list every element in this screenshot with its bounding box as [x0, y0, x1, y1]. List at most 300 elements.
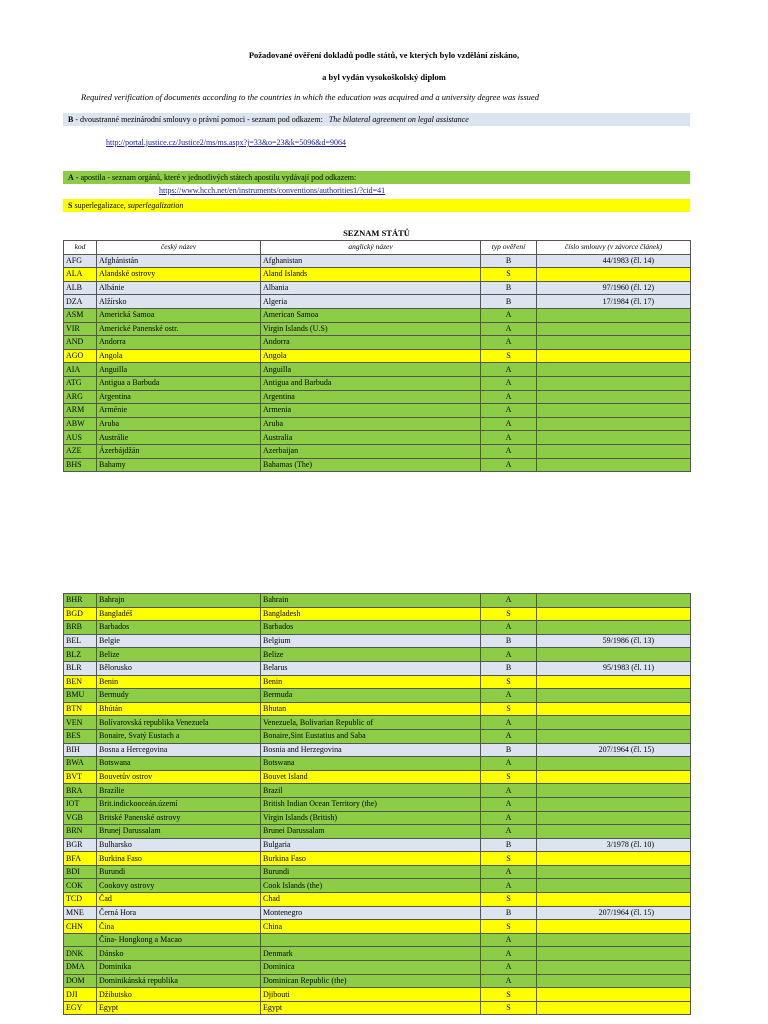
- table-row: [64, 716, 691, 730]
- cell-kod: BDI: [64, 865, 97, 879]
- cell-anglicky: Egypt: [261, 1001, 481, 1015]
- cell-cislo: [537, 675, 691, 689]
- cell-cislo: [537, 349, 691, 363]
- cell-cesky: Bosna a Hercegovina: [97, 743, 261, 757]
- table-row: [64, 390, 691, 404]
- cell-typ: B: [481, 634, 537, 648]
- table-row: [64, 784, 691, 798]
- cell-cesky: Bouvetův ostrov: [97, 770, 261, 784]
- cell-cesky: Dánsko: [97, 947, 261, 961]
- cell-cislo: 3/1978 (čl. 10): [537, 838, 691, 852]
- cell-anglicky: Albania: [261, 281, 481, 295]
- cell-typ: A: [481, 594, 537, 608]
- cell-cesky: Bahrajn: [97, 594, 261, 608]
- cell-typ: S: [481, 675, 537, 689]
- cell-typ: A: [481, 621, 537, 635]
- cell-anglicky: Montenegro: [261, 906, 481, 920]
- cell-cesky: Botswana: [97, 757, 261, 771]
- cell-cislo: [537, 729, 691, 743]
- cell-cislo: [537, 797, 691, 811]
- cell-anglicky: Angola: [261, 349, 481, 363]
- table-row: [64, 594, 691, 608]
- cell-anglicky: Armenia: [261, 404, 481, 418]
- table-row: [64, 634, 691, 648]
- cell-anglicky: Dominica: [261, 961, 481, 975]
- cell-cesky: Burundi: [97, 865, 261, 879]
- table-row: [64, 417, 691, 431]
- cell-cesky: Bermudy: [97, 689, 261, 703]
- cell-cislo: [537, 974, 691, 988]
- cell-typ: A: [481, 404, 537, 418]
- cell-kod: CHN: [64, 920, 97, 934]
- countries-table-bottom: [63, 593, 691, 1015]
- cell-kod: ASM: [64, 308, 97, 322]
- cell-typ: A: [481, 947, 537, 961]
- cell-kod: BES: [64, 729, 97, 743]
- table-row: [64, 675, 691, 689]
- legend-a-text: - apostila - seznam orgánů, které v jednotlivých státech apostilu vydávají pod odkazem:: [73, 173, 357, 182]
- cell-anglicky: Afghanistan: [261, 254, 481, 268]
- cell-kod: AZE: [64, 444, 97, 458]
- cell-cesky: Čad: [97, 893, 261, 907]
- legend-a-letter: A: [68, 173, 74, 182]
- countries-table-top: [63, 240, 691, 472]
- cell-kod: AGO: [64, 349, 97, 363]
- cell-anglicky: Bermuda: [261, 689, 481, 703]
- cell-anglicky: Algeria: [261, 295, 481, 309]
- doc-title-english: Required verification of documents according to the countries in which the education was acquired and a university degree was issued: [81, 92, 539, 102]
- cell-cesky: Brit.indickooceán.území: [97, 797, 261, 811]
- cell-kod: BEL: [64, 634, 97, 648]
- cell-cesky: Bahamy: [97, 458, 261, 472]
- table-row: [64, 404, 691, 418]
- cell-anglicky: Azerbaijan: [261, 444, 481, 458]
- cell-cesky: Cookovy ostrovy: [97, 879, 261, 893]
- legend-a: [63, 171, 690, 184]
- table-row: [64, 702, 691, 716]
- cell-typ: S: [481, 988, 537, 1002]
- cell-anglicky: Belgium: [261, 634, 481, 648]
- cell-kod: AUS: [64, 431, 97, 445]
- cell-cislo: 17/1984 (čl. 17): [537, 295, 691, 309]
- cell-cesky: Bolívarovská republika Venezuela: [97, 716, 261, 730]
- table-row: [64, 322, 691, 336]
- cell-anglicky: Argentina: [261, 390, 481, 404]
- cell-cislo: [537, 811, 691, 825]
- cell-kod: BRN: [64, 825, 97, 839]
- table-row: [64, 1001, 691, 1015]
- cell-cesky: Belgie: [97, 634, 261, 648]
- table-row: [64, 268, 691, 282]
- cell-anglicky: Burkina Faso: [261, 852, 481, 866]
- cell-cesky: Alandské ostrovy: [97, 268, 261, 282]
- cell-typ: A: [481, 336, 537, 350]
- table-header-row: [64, 241, 691, 255]
- cell-typ: B: [481, 906, 537, 920]
- cell-kod: ATG: [64, 376, 97, 390]
- legend-b-english: The bilateral agreement on legal assistance: [328, 115, 469, 124]
- cell-anglicky: Bulgaria: [261, 838, 481, 852]
- cell-kod: [64, 933, 97, 947]
- cell-typ: S: [481, 268, 537, 282]
- legend-s: [63, 199, 690, 212]
- cell-kod: AIA: [64, 363, 97, 377]
- table-row: [64, 879, 691, 893]
- cell-cislo: [537, 648, 691, 662]
- col-header-cesky: český název: [97, 241, 261, 255]
- table-row: [64, 363, 691, 377]
- cell-cislo: [537, 1001, 691, 1015]
- table-row: [64, 607, 691, 621]
- cell-typ: A: [481, 811, 537, 825]
- cell-anglicky: Anguilla: [261, 363, 481, 377]
- cell-kod: BFA: [64, 852, 97, 866]
- cell-typ: S: [481, 920, 537, 934]
- cell-typ: A: [481, 431, 537, 445]
- cell-anglicky: Belarus: [261, 661, 481, 675]
- cell-anglicky: Aland Islands: [261, 268, 481, 282]
- cell-typ: A: [481, 689, 537, 703]
- cell-cesky: Antigua a Barbuda: [97, 376, 261, 390]
- cell-kod: ALB: [64, 281, 97, 295]
- table-row: [64, 757, 691, 771]
- cell-kod: MNE: [64, 906, 97, 920]
- cell-anglicky: Cook Islands (the): [261, 879, 481, 893]
- cell-cislo: [537, 404, 691, 418]
- cell-kod: BLZ: [64, 648, 97, 662]
- cell-anglicky: Botswana: [261, 757, 481, 771]
- cell-anglicky: Burundi: [261, 865, 481, 879]
- cell-anglicky: British Indian Ocean Territory (the): [261, 797, 481, 811]
- cell-cislo: [537, 757, 691, 771]
- col-header-typ: typ ověření: [481, 241, 537, 255]
- cell-anglicky: China: [261, 920, 481, 934]
- cell-cislo: [537, 444, 691, 458]
- cell-kod: BIH: [64, 743, 97, 757]
- cell-cesky: Ázerbájdžán: [97, 444, 261, 458]
- cell-cesky: Bangladéš: [97, 607, 261, 621]
- cell-anglicky: Brunei Darussalam: [261, 825, 481, 839]
- cell-cesky: Černá Hora: [97, 906, 261, 920]
- cell-anglicky: Bahamas (The): [261, 458, 481, 472]
- cell-kod: DOM: [64, 974, 97, 988]
- cell-cesky: Benin: [97, 675, 261, 689]
- table-row: [64, 906, 691, 920]
- cell-cislo: 95/1983 (čl. 11): [537, 661, 691, 675]
- cell-typ: A: [481, 417, 537, 431]
- cell-typ: A: [481, 879, 537, 893]
- table-row: [64, 974, 691, 988]
- cell-cislo: [537, 594, 691, 608]
- cell-typ: A: [481, 390, 537, 404]
- cell-cislo: [537, 322, 691, 336]
- table-row: [64, 933, 691, 947]
- cell-cislo: [537, 390, 691, 404]
- table-row: [64, 865, 691, 879]
- legend-b-text: - dvoustranné mezinárodní smlouvy o právní pomoci - seznam pod odkazem:: [73, 115, 323, 124]
- cell-cesky: Čína: [97, 920, 261, 934]
- table-row: [64, 661, 691, 675]
- legend-s-english: superlegalization: [127, 201, 184, 210]
- cell-anglicky: Australia: [261, 431, 481, 445]
- legend-b-link[interactable]: http://portal.justice.cz/Justice2/ms/ms.aspx?j=33&o=23&k=5096&d=9064: [106, 138, 347, 147]
- cell-kod: BHS: [64, 458, 97, 472]
- cell-cislo: 97/1960 (čl. 12): [537, 281, 691, 295]
- cell-typ: S: [481, 1001, 537, 1015]
- cell-kod: ARG: [64, 390, 97, 404]
- cell-kod: EGY: [64, 1001, 97, 1015]
- cell-anglicky: Chad: [261, 893, 481, 907]
- cell-cesky: Belize: [97, 648, 261, 662]
- legend-s-letter: S: [68, 201, 73, 210]
- table-row: [64, 689, 691, 703]
- table-row: [64, 947, 691, 961]
- cell-cislo: [537, 621, 691, 635]
- cell-kod: BRB: [64, 621, 97, 635]
- cell-cesky: Barbados: [97, 621, 261, 635]
- cell-cesky: Arménie: [97, 404, 261, 418]
- cell-typ: B: [481, 254, 537, 268]
- cell-kod: ABW: [64, 417, 97, 431]
- cell-cesky: Burkina Faso: [97, 852, 261, 866]
- cell-cesky: Aruba: [97, 417, 261, 431]
- cell-typ: A: [481, 784, 537, 798]
- cell-typ: B: [481, 661, 537, 675]
- cell-cesky: Bělorusko: [97, 661, 261, 675]
- legend-s-text: superlegalizace,: [72, 201, 128, 210]
- legend-a-link[interactable]: https://www.hcch.net/en/instruments/conventions/authorities1/?cid=41: [159, 186, 386, 195]
- cell-kod: ARM: [64, 404, 97, 418]
- cell-kod: BRA: [64, 784, 97, 798]
- doc-title-line2: a byl vydán vysokoškolský diplom: [322, 72, 446, 82]
- table-row: [64, 920, 691, 934]
- cell-kod: BMU: [64, 689, 97, 703]
- table-row: [64, 988, 691, 1002]
- cell-typ: A: [481, 933, 537, 947]
- cell-kod: VGB: [64, 811, 97, 825]
- cell-cesky: Alžírsko: [97, 295, 261, 309]
- cell-cesky: Americká Samoa: [97, 308, 261, 322]
- cell-cesky: Argentina: [97, 390, 261, 404]
- cell-anglicky: Bahrain: [261, 594, 481, 608]
- cell-cislo: [537, 852, 691, 866]
- cell-typ: A: [481, 961, 537, 975]
- cell-cesky: Americké Panenské ostr.: [97, 322, 261, 336]
- cell-typ: A: [481, 797, 537, 811]
- cell-kod: AND: [64, 336, 97, 350]
- cell-cesky: Britské Panenské ostrovy: [97, 811, 261, 825]
- cell-typ: S: [481, 770, 537, 784]
- cell-kod: AFG: [64, 254, 97, 268]
- cell-kod: VEN: [64, 716, 97, 730]
- cell-cislo: [537, 961, 691, 975]
- cell-cislo: [537, 363, 691, 377]
- table-row: [64, 308, 691, 322]
- cell-anglicky: Venezuela, Bolivarian Republic of: [261, 716, 481, 730]
- cell-kod: VIR: [64, 322, 97, 336]
- legend-b-letter: B: [68, 115, 74, 124]
- cell-cesky: Brazílie: [97, 784, 261, 798]
- cell-typ: A: [481, 376, 537, 390]
- cell-cislo: 44/1983 (čl. 14): [537, 254, 691, 268]
- cell-cislo: [537, 893, 691, 907]
- cell-typ: B: [481, 838, 537, 852]
- cell-typ: S: [481, 349, 537, 363]
- cell-cislo: 207/1964 (čl. 15): [537, 906, 691, 920]
- col-header-anglicky: anglický název: [261, 241, 481, 255]
- table-row: [64, 458, 691, 472]
- cell-cesky: Albánie: [97, 281, 261, 295]
- table-row: [64, 444, 691, 458]
- cell-typ: B: [481, 295, 537, 309]
- cell-kod: BTN: [64, 702, 97, 716]
- cell-anglicky: Andorra: [261, 336, 481, 350]
- cell-anglicky: Virgin Islands (U.S): [261, 322, 481, 336]
- table-row: [64, 811, 691, 825]
- cell-kod: COK: [64, 879, 97, 893]
- cell-anglicky: American Samoa: [261, 308, 481, 322]
- cell-anglicky: Aruba: [261, 417, 481, 431]
- table-row: [64, 431, 691, 445]
- cell-cislo: [537, 308, 691, 322]
- cell-typ: A: [481, 825, 537, 839]
- cell-cislo: [537, 689, 691, 703]
- cell-kod: ALA: [64, 268, 97, 282]
- cell-typ: A: [481, 729, 537, 743]
- cell-typ: A: [481, 648, 537, 662]
- cell-cislo: [537, 770, 691, 784]
- table-row: [64, 961, 691, 975]
- table-row: [64, 295, 691, 309]
- table-row: [64, 797, 691, 811]
- cell-kod: BWA: [64, 757, 97, 771]
- table-row: [64, 376, 691, 390]
- cell-typ: B: [481, 743, 537, 757]
- table-row: [64, 729, 691, 743]
- cell-kod: DJI: [64, 988, 97, 1002]
- cell-anglicky: Belize: [261, 648, 481, 662]
- cell-cislo: [537, 947, 691, 961]
- cell-typ: S: [481, 702, 537, 716]
- cell-typ: S: [481, 893, 537, 907]
- cell-cislo: [537, 825, 691, 839]
- cell-anglicky: Brazil: [261, 784, 481, 798]
- cell-kod: BVT: [64, 770, 97, 784]
- cell-cislo: [537, 920, 691, 934]
- table-row: [64, 254, 691, 268]
- cell-cislo: [537, 879, 691, 893]
- cell-cesky: Bulharsko: [97, 838, 261, 852]
- cell-cislo: [537, 933, 691, 947]
- cell-cesky: Bhútán: [97, 702, 261, 716]
- cell-cesky: Dominika: [97, 961, 261, 975]
- cell-cislo: [537, 607, 691, 621]
- cell-cesky: Austrálie: [97, 431, 261, 445]
- cell-cesky: Afghánistán: [97, 254, 261, 268]
- cell-typ: A: [481, 444, 537, 458]
- col-header-cislo: číslo smlouvy (v závorce článek): [537, 241, 691, 255]
- cell-anglicky: Benin: [261, 675, 481, 689]
- cell-cesky: Bonaire, Svatý Eustach a: [97, 729, 261, 743]
- cell-cesky: Anguilla: [97, 363, 261, 377]
- cell-anglicky: Barbados: [261, 621, 481, 635]
- cell-kod: BLR: [64, 661, 97, 675]
- cell-typ: A: [481, 974, 537, 988]
- cell-cislo: [537, 988, 691, 1002]
- col-header-kod: kod: [64, 241, 97, 255]
- cell-cesky: Čína- Hongkong a Macao: [97, 933, 261, 947]
- cell-cesky: Dominikánská republika: [97, 974, 261, 988]
- table-row: [64, 838, 691, 852]
- table-row: [64, 852, 691, 866]
- cell-kod: IOT: [64, 797, 97, 811]
- cell-anglicky: Bouvet Island: [261, 770, 481, 784]
- table-row: [64, 743, 691, 757]
- legend-b: [63, 113, 690, 126]
- cell-anglicky: [261, 933, 481, 947]
- cell-anglicky: Djibouti: [261, 988, 481, 1002]
- cell-anglicky: Denmark: [261, 947, 481, 961]
- cell-typ: A: [481, 363, 537, 377]
- cell-cesky: Angola: [97, 349, 261, 363]
- cell-kod: DNK: [64, 947, 97, 961]
- cell-typ: B: [481, 281, 537, 295]
- cell-cislo: [537, 458, 691, 472]
- cell-anglicky: Bonaire,Sint Eustatius and Saba: [261, 729, 481, 743]
- cell-cislo: 59/1986 (čl. 13): [537, 634, 691, 648]
- cell-kod: BEN: [64, 675, 97, 689]
- cell-cislo: 207/1964 (čl. 15): [537, 743, 691, 757]
- table-row: [64, 825, 691, 839]
- cell-cislo: [537, 431, 691, 445]
- table-row: [64, 770, 691, 784]
- cell-anglicky: Dominican Republic (the): [261, 974, 481, 988]
- table-row: [64, 648, 691, 662]
- cell-anglicky: Bangladesh: [261, 607, 481, 621]
- cell-kod: DZA: [64, 295, 97, 309]
- cell-cesky: Egypt: [97, 1001, 261, 1015]
- table-row: [64, 336, 691, 350]
- cell-cesky: Andorra: [97, 336, 261, 350]
- table-title: SEZNAM STÁTŮ: [343, 228, 410, 238]
- cell-kod: BGD: [64, 607, 97, 621]
- doc-title-line1: Požadované ověření dokladů podle států, ve kterých bylo vzdělání získáno,: [248, 50, 520, 60]
- cell-typ: A: [481, 322, 537, 336]
- cell-kod: BGR: [64, 838, 97, 852]
- cell-cislo: [537, 716, 691, 730]
- cell-cesky: Džibutsko: [97, 988, 261, 1002]
- cell-cislo: [537, 417, 691, 431]
- cell-typ: S: [481, 852, 537, 866]
- cell-kod: TCD: [64, 893, 97, 907]
- cell-typ: S: [481, 607, 537, 621]
- cell-typ: A: [481, 308, 537, 322]
- table-row: [64, 621, 691, 635]
- cell-kod: BHR: [64, 594, 97, 608]
- table-row: [64, 281, 691, 295]
- cell-kod: DMA: [64, 961, 97, 975]
- cell-cislo: [537, 376, 691, 390]
- cell-typ: A: [481, 458, 537, 472]
- cell-typ: A: [481, 865, 537, 879]
- table-row: [64, 893, 691, 907]
- cell-cesky: Brunej Darussalam: [97, 825, 261, 839]
- cell-cislo: [537, 336, 691, 350]
- table-row: [64, 349, 691, 363]
- cell-cislo: [537, 268, 691, 282]
- cell-anglicky: Bhutan: [261, 702, 481, 716]
- cell-cislo: [537, 702, 691, 716]
